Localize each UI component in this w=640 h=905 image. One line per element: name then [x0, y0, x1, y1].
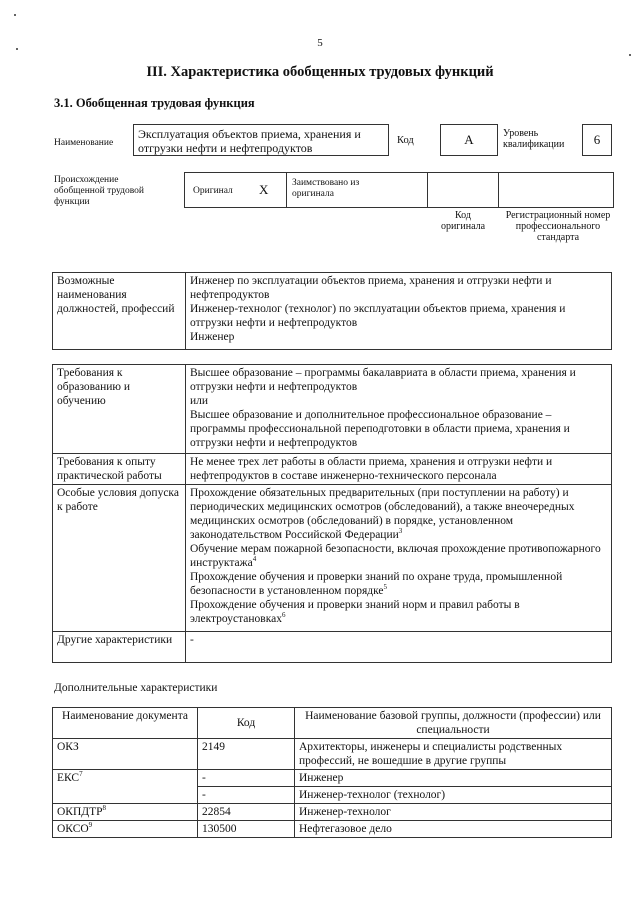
education-line: или — [190, 395, 209, 407]
level-label: Уровень квалификации — [503, 128, 565, 150]
education-line: Высшее образование – программы бакалавриата в области приема, хранения и отгрузки нефти и нефтепродуктов — [190, 367, 576, 393]
code-original-caption: Код оригинала — [440, 210, 486, 232]
name-cell: Инженер — [295, 770, 612, 787]
table-row — [53, 770, 612, 787]
admission-line: Прохождение обучения и проверки знаний по охране труда, промышленной безопасности в установленном порядке — [190, 571, 563, 597]
doc-cell: ОКЗ — [57, 741, 79, 753]
footnote-ref: 4 — [252, 555, 257, 564]
code-label: Код — [397, 135, 414, 146]
name-cell: Инженер-технолог (технолог) — [295, 787, 612, 804]
other-value: - — [186, 632, 612, 663]
other-label: Другие характеристики — [53, 632, 186, 663]
code-cell: 130500 — [198, 821, 295, 838]
positions-values — [186, 273, 612, 350]
name-cell: Архитекторы, инженеры и специалисты родственных профессий, не вошедшие в другие группы — [295, 739, 612, 770]
code-cell: - — [198, 770, 295, 787]
education-line: Высшее образование и дополнительное профессиональное образование – программы профессиональной переподготовки в области приема, хранения и отгрузки нефти и нефтепродуктов — [190, 409, 570, 449]
name-cell: Нефтегазовое дело — [295, 821, 612, 838]
table-row — [53, 739, 612, 770]
section-title: III. Характеристика обобщенных трудовых функций — [146, 64, 494, 80]
name-label: Наименование — [54, 138, 114, 148]
col-code-header: Код — [198, 708, 295, 739]
reg-number-caption: Регистрационный номер профессионального стандарта — [505, 210, 611, 243]
borrowed-label: Заимствовано из оригинала — [292, 178, 360, 199]
footnote-ref: 5 — [383, 583, 388, 592]
origin-label: Происхождение обобщенной трудовой функции — [54, 175, 144, 207]
experience-label: Требования к опыту практической работы — [53, 454, 186, 485]
table-row — [53, 804, 612, 821]
admission-line: Обучение мерам пожарной безопасности, включая прохождение противопожарного инструктажа — [190, 543, 601, 569]
original-label: Оригинал — [193, 186, 233, 196]
positions-label: Возможные наименования должностей, профессий — [53, 273, 186, 350]
admission-values — [186, 485, 612, 632]
experience-value: Не менее трех лет работы в области приема, хранения и отгрузки нефти и нефтепродуктов в составе инженерно-технического персонала — [186, 454, 612, 485]
position-line: Инженер по эксплуатации объектов приема, хранения и отгрузки нефти и нефтепродуктов — [190, 275, 552, 301]
positions-table — [52, 272, 612, 350]
position-line: Инженер-технолог (технолог) по эксплуатации объектов приема, хранения и отгрузки нефти и нефтепродуктов — [190, 303, 566, 329]
footnote-ref: 9 — [88, 821, 93, 830]
origin-box — [184, 172, 614, 208]
code-value: A — [440, 124, 498, 156]
admission-label: Особые условия допуска к работе — [53, 485, 186, 632]
education-label: Требования к образованию и обучению — [53, 365, 186, 454]
code-cell: 2149 — [198, 739, 295, 770]
doc-cell: ОКСО — [57, 823, 89, 835]
col-name-header: Наименование базовой группы, должности (профессии) или специальности — [295, 708, 612, 739]
extra-table — [52, 707, 612, 838]
doc-cell: ОКПДТР — [57, 806, 103, 818]
page-number: 5 — [317, 37, 323, 49]
code-cell: - — [198, 787, 295, 804]
footnote-ref: 8 — [102, 804, 107, 813]
name-cell: Инженер-технолог — [295, 804, 612, 821]
admission-line: Прохождение обучения и проверки знаний норм и правил работы в электроустановках — [190, 599, 520, 625]
education-values — [186, 365, 612, 454]
requirements-table — [52, 364, 612, 663]
extra-title: Дополнительные характеристики — [54, 682, 218, 694]
footnote-ref: 3 — [398, 527, 403, 536]
name-value: Эксплуатация объектов приема, хранения и отгрузки нефти и нефтепродуктов — [133, 124, 389, 156]
doc-cell: ЕКС — [57, 772, 80, 784]
position-line: Инженер — [190, 331, 235, 343]
subsection-title: 3.1. Обобщенная трудовая функция — [54, 96, 255, 110]
col-doc-header: Наименование документа — [53, 708, 198, 739]
admission-line: Прохождение обязательных предварительных (при поступлении на работу) и периодических медицинских осмотров (обследований), а также внеочередных медицинских осмотров (обследований) в порядке, установленном законодательством Российской Федерации — [190, 487, 575, 541]
footnote-ref: 6 — [281, 611, 286, 620]
footnote-ref: 7 — [79, 770, 83, 779]
original-mark: X — [259, 182, 269, 197]
code-cell: 22854 — [198, 804, 295, 821]
table-row — [53, 821, 612, 838]
level-value: 6 — [582, 124, 612, 156]
